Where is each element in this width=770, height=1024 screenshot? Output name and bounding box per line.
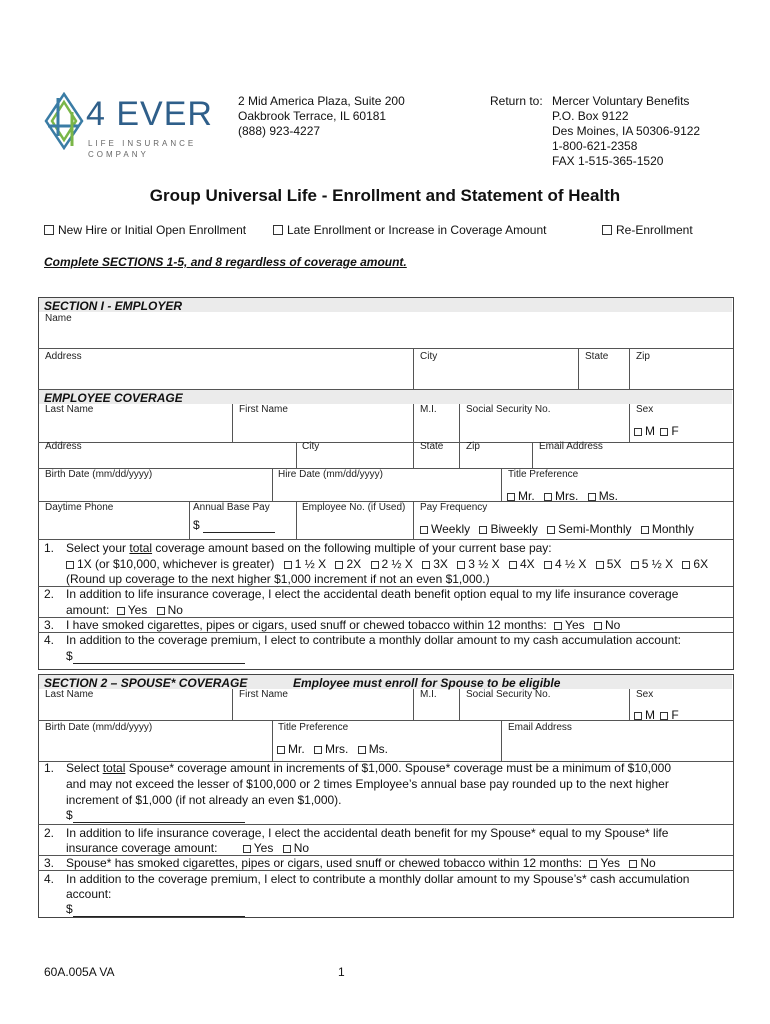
emp-q1-options: [66, 556, 708, 572]
checkbox-icon[interactable]: [283, 845, 291, 853]
sp-question-1: [44, 760, 671, 776]
checkbox-icon[interactable]: [358, 746, 366, 754]
emp-q4-amount[interactable]: [66, 648, 245, 664]
checkbox-icon[interactable]: [660, 428, 668, 436]
q2-no: No: [167, 603, 183, 617]
employee-title-pref-label: Title Preference: [508, 469, 579, 480]
q1-number: 1.: [44, 541, 55, 555]
enrollment-new-hire[interactable]: [44, 223, 246, 238]
sp-q3-yes: Yes: [600, 856, 620, 870]
title-mr: Mr.: [518, 489, 535, 503]
sp-q4-number: 4.: [44, 872, 55, 886]
sp-question-4: [44, 871, 689, 887]
logo-subtext-1: LIFE INSURANCE: [88, 139, 197, 148]
checkbox-icon[interactable]: [634, 428, 642, 436]
checkbox-icon[interactable]: [631, 561, 639, 569]
sp-q1-text: Select: [66, 761, 103, 775]
q1-option: 3 ½ X: [468, 557, 500, 571]
sp-sex-f: F: [671, 708, 679, 722]
sp-q1-total: total: [102, 761, 126, 775]
return-to-fax: FAX 1-515-365-1520: [552, 154, 664, 168]
q3-number: 3.: [44, 618, 55, 632]
annual-pay-field[interactable]: [193, 518, 275, 533]
employee-city-label[interactable]: City: [302, 441, 320, 452]
q3-yes: Yes: [565, 618, 585, 632]
q2-number: 2.: [44, 587, 55, 601]
employer-state-label[interactable]: State: [585, 351, 609, 362]
employee-first-name-label[interactable]: First Name: [239, 404, 288, 415]
checkbox-icon[interactable]: [589, 860, 597, 868]
checkbox-icon[interactable]: [682, 561, 690, 569]
freq-biweekly: Biweekly: [490, 522, 538, 536]
enrollment-re[interactable]: [602, 223, 693, 238]
employee-heading: EMPLOYEE COVERAGE: [44, 391, 183, 405]
checkbox-icon[interactable]: [314, 746, 322, 754]
q2-yes: Yes: [127, 603, 148, 617]
checkbox-icon[interactable]: [547, 526, 555, 534]
q1-option: 6X: [693, 557, 709, 571]
checkbox-icon[interactable]: [457, 561, 465, 569]
employer-address-label[interactable]: Address: [45, 351, 82, 362]
return-to-label: Return to:: [490, 94, 543, 108]
employee-annual-pay-label: Annual Base Pay: [193, 502, 270, 513]
employee-phone-label[interactable]: Daytime Phone: [45, 502, 114, 513]
q1-total: total: [129, 541, 153, 555]
employee-hire-date-label[interactable]: Hire Date (mm/dd/yyyy): [278, 469, 384, 480]
spouse-birth-date-label[interactable]: Birth Date (mm/dd/yyyy): [45, 722, 153, 733]
sp-q4-amount-line[interactable]: [73, 904, 245, 917]
form-title: Group Universal Life - Enrollment and Statement of Health: [149, 186, 621, 205]
employer-zip-label[interactable]: Zip: [636, 351, 650, 362]
emp-question-1: [44, 540, 552, 556]
spouse-last-name-label[interactable]: Last Name: [45, 689, 94, 700]
employee-mi-label[interactable]: M.I.: [420, 404, 437, 415]
sp-q2-yes: Yes: [253, 841, 274, 855]
q4-dollar: $: [66, 649, 73, 663]
sp-q1-text-cont: Spouse* coverage amount in increments of $1,000. Spouse* coverage must be a minimum of $10,000: [125, 761, 672, 775]
section2-note: Employee must enroll for Spouse to be eligible: [293, 676, 561, 690]
section1-heading: SECTION I - EMPLOYER: [44, 299, 183, 313]
emp-question-3: [44, 617, 620, 633]
sp-title-ms: Ms.: [368, 742, 389, 756]
freq-weekly: Weekly: [431, 522, 471, 536]
enrollment-late[interactable]: [273, 223, 546, 238]
title-ms: Ms.: [598, 489, 619, 503]
sex-f-label: F: [671, 424, 679, 438]
sp-q3-text: Spouse* has smoked cigarettes, pipes or cigars, used snuff or chewed tobacco within 12 months:: [66, 856, 583, 870]
emp-q2-line2: [66, 602, 183, 618]
enrollment-late-label: Late Enrollment or Increase in Coverage Amount: [287, 223, 547, 237]
spouse-first-name-label[interactable]: First Name: [239, 689, 288, 700]
employee-sex-label: Sex: [636, 404, 654, 415]
sp-q1-number: 1.: [44, 761, 55, 775]
q1-option: 5X: [606, 557, 622, 571]
checkbox-icon[interactable]: [544, 493, 552, 501]
checkbox-icon[interactable]: [544, 561, 552, 569]
checkbox-icon[interactable]: [273, 225, 283, 235]
return-to-line: Des Moines, IA 50306-9122: [552, 124, 701, 138]
section2-heading: SECTION 2 – SPOUSE* COVERAGE: [44, 676, 248, 690]
checkbox-icon[interactable]: [420, 526, 428, 534]
sp-question-3: [44, 855, 656, 871]
sp-q4-text: In addition to the coverage premium, I elect to contribute a monthly dollar amount to my Spouse’s* cash accumulation: [66, 872, 690, 886]
freq-monthly: Monthly: [651, 522, 694, 536]
checkbox-icon[interactable]: [371, 561, 379, 569]
checkbox-icon[interactable]: [117, 607, 125, 615]
sp-q4-line2: account:: [66, 887, 112, 901]
sp-question-2: [44, 825, 668, 841]
employee-address-label[interactable]: Address: [45, 441, 82, 452]
checkbox-icon[interactable]: [596, 561, 604, 569]
checkbox-icon[interactable]: [479, 526, 487, 534]
logo-subtext-2: COMPANY: [88, 150, 149, 159]
sp-q2-text-cont: insurance coverage amount:: [66, 841, 218, 855]
q4-number: 4.: [44, 633, 55, 647]
instructions: [44, 255, 407, 270]
annual-pay-line[interactable]: [203, 520, 275, 533]
employee-number-label[interactable]: Employee No. (if Used): [302, 502, 406, 513]
sp-q3-no: No: [640, 856, 656, 870]
checkbox-icon[interactable]: [554, 622, 562, 630]
title-mrs: Mrs.: [555, 489, 579, 503]
spouse-sex-label: Sex: [636, 689, 654, 700]
sex-m-label: M: [645, 424, 655, 438]
pay-frequency-options: [420, 522, 694, 537]
q1-text: Select your: [66, 541, 130, 555]
sp-q4-dollar: $: [66, 902, 73, 916]
sp-q2-line2: [66, 840, 309, 856]
sp-title-mr: Mr.: [288, 742, 305, 756]
checkbox-icon[interactable]: [602, 225, 612, 235]
spouse-email-label[interactable]: Email Address: [508, 722, 572, 733]
company-phone: (888) 923-4227: [238, 124, 321, 138]
company-address-line: 2 Mid America Plaza, Suite 200: [238, 94, 405, 108]
spouse-title-pref-label: Title Preference: [278, 722, 349, 733]
sp-q1-amount[interactable]: [66, 807, 245, 823]
sp-q1-line3: increment of $1,000 (if not already an even $1,000).: [66, 793, 342, 807]
sp-q2-number: 2.: [44, 826, 55, 840]
q1-option: 1X (or $10,000, whichever is greater): [77, 557, 275, 571]
emp-question-4: [44, 632, 681, 648]
employee-email-label[interactable]: Email Address: [539, 441, 603, 452]
checkbox-icon[interactable]: [335, 561, 343, 569]
q4-text: In addition to the coverage premium, I elect to contribute a monthly dollar amount to my cash accumulation account:: [66, 633, 681, 647]
employee-sex-options: [634, 424, 679, 439]
sp-q3-number: 3.: [44, 856, 55, 870]
employee-state-label[interactable]: State: [420, 441, 444, 452]
enrollment-re-label: Re-Enrollment: [616, 223, 693, 237]
employer-city-label[interactable]: City: [420, 351, 438, 362]
sp-q4-amount[interactable]: [66, 901, 245, 917]
q1-option: 4 ½ X: [554, 557, 587, 571]
logo-text: 4 EVER: [86, 95, 213, 133]
q1-option: 1 ½ X: [294, 557, 327, 571]
form-id: 60A.005A VA: [44, 965, 115, 979]
checkbox-icon[interactable]: [284, 561, 292, 569]
q2-text: In addition to life insurance coverage, I elect the accidental death benefit option equal to my life insurance coverage: [66, 587, 679, 601]
checkbox-icon[interactable]: [277, 746, 285, 754]
checkbox-icon[interactable]: [641, 526, 649, 534]
return-to-line: Mercer Voluntary Benefits: [552, 94, 690, 108]
checkbox-icon[interactable]: [660, 712, 668, 720]
q2-text-cont: amount:: [66, 603, 110, 617]
q3-no: No: [604, 618, 621, 632]
emp-question-2: [44, 586, 678, 602]
sp-q1-dollar: $: [66, 808, 73, 822]
employee-zip-label[interactable]: Zip: [466, 441, 480, 452]
sp-q2-text: In addition to life insurance coverage, I elect the accidental death benefit for my Spouse* equal to my Spouse* life: [66, 826, 669, 840]
freq-semi-monthly: Semi-Monthly: [558, 522, 632, 536]
q1-option: 5 ½ X: [641, 557, 674, 571]
instructions-text: Complete SECTIONS 1-5, and 8 regardless of coverage amount.: [44, 255, 407, 269]
q1-option: 2 ½ X: [381, 557, 413, 571]
page-number: 1: [338, 965, 345, 979]
logo-mark-icon: [44, 92, 84, 150]
company-address: [238, 94, 405, 139]
sp-q1-amount-line[interactable]: [73, 810, 245, 823]
return-to-line: P.O. Box 9122: [552, 109, 629, 123]
annual-pay-dollar: $: [193, 518, 200, 532]
checkbox-icon[interactable]: [594, 622, 602, 630]
sp-sex-m: M: [645, 708, 655, 722]
emp-q1-note: (Round up coverage to the next higher $1,000 increment if not an even $1,000.): [66, 572, 490, 586]
company-logo: [44, 92, 214, 164]
enrollment-new-hire-label: New Hire or Initial Open Enrollment: [58, 223, 247, 237]
checkbox-icon[interactable]: [44, 225, 54, 235]
q4-amount-line[interactable]: [73, 651, 245, 664]
spouse-mi-label[interactable]: M.I.: [420, 689, 437, 700]
checkbox-icon[interactable]: [422, 561, 430, 569]
checkbox-icon[interactable]: [243, 845, 251, 853]
q3-text: I have smoked cigarettes, pipes or cigars, used snuff or chewed tobacco within 12 months:: [66, 618, 547, 632]
pay-frequency-label: Pay Frequency: [420, 502, 488, 513]
sp-q1-line2: and may not exceed the lesser of $100,000 or 2 times Employee’s annual base pay rounded up to the next higher: [66, 777, 669, 791]
q1-option: 2X: [346, 557, 362, 571]
sp-title-mrs: Mrs.: [325, 742, 349, 756]
q1-text-cont: coverage amount based on the following multiple of your current base pay:: [152, 541, 552, 555]
employer-name-label[interactable]: Name: [45, 313, 72, 324]
company-address-line: Oakbrook Terrace, IL 60181: [238, 109, 387, 123]
return-to-address: [552, 94, 700, 169]
spouse-title-options: [277, 742, 388, 757]
employee-birth-date-label[interactable]: Birth Date (mm/dd/yyyy): [45, 469, 153, 480]
checkbox-icon[interactable]: [507, 493, 515, 501]
checkbox-icon[interactable]: [629, 860, 637, 868]
checkbox-icon[interactable]: [66, 561, 74, 569]
checkbox-icon[interactable]: [509, 561, 517, 569]
employee-last-name-label[interactable]: Last Name: [45, 404, 94, 415]
checkbox-icon[interactable]: [634, 712, 642, 720]
sp-q2-no: No: [293, 841, 310, 855]
spouse-ssn-label[interactable]: Social Security No.: [466, 689, 551, 700]
q1-option: 3X: [433, 557, 448, 571]
checkbox-icon[interactable]: [588, 493, 596, 501]
q1-option: 4X: [519, 557, 535, 571]
employee-ssn-label[interactable]: Social Security No.: [466, 404, 551, 415]
checkbox-icon[interactable]: [157, 607, 165, 615]
return-to-line: 1-800-621-2358: [552, 139, 638, 153]
